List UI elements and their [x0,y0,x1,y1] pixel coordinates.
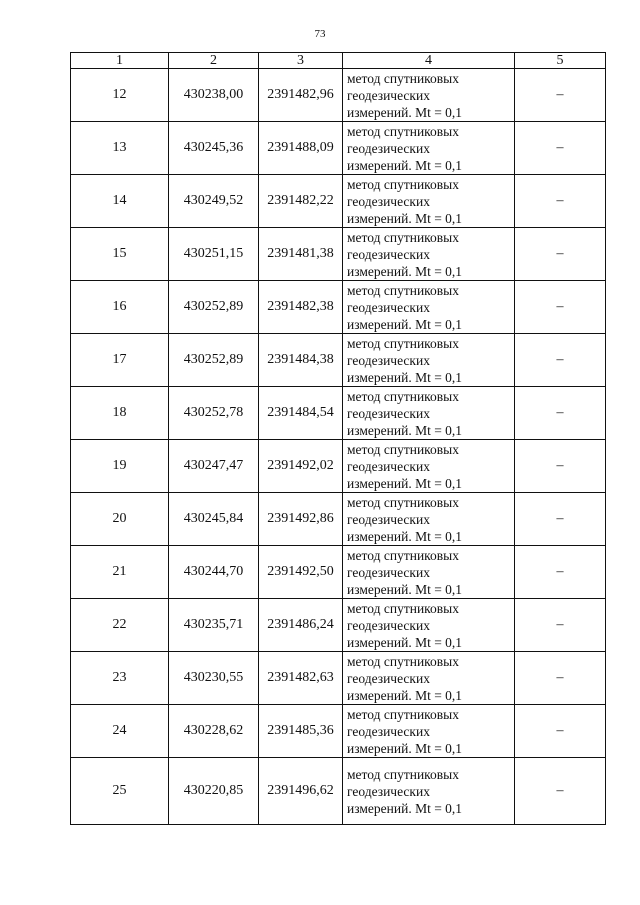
x-coordinate-cell: 430235,71 [169,599,259,652]
note-cell: – [515,546,606,599]
y-coordinate-cell: 2391482,96 [259,69,343,122]
table-row [71,758,606,825]
x-coordinate-cell: 430220,85 [169,758,259,825]
x-coordinate-cell: 430244,70 [169,546,259,599]
note-cell: – [515,69,606,122]
method-cell: метод спутниковых геодезических измерений. Mt = 0,1 [343,175,515,228]
y-coordinate-cell: 2391484,38 [259,334,343,387]
point-number-cell: 25 [71,758,169,825]
method-cell: метод спутниковых геодезических измерений. Mt = 0,1 [343,334,515,387]
note-cell: – [515,387,606,440]
point-number-cell: 14 [71,175,169,228]
note-cell: – [515,228,606,281]
table-row [71,69,606,122]
method-cell: метод спутниковых геодезических измерений. Mt = 0,1 [343,281,515,334]
x-coordinate-cell: 430245,36 [169,122,259,175]
y-coordinate-cell: 2391492,50 [259,546,343,599]
table-row [71,334,606,387]
x-coordinate-cell: 430252,78 [169,387,259,440]
method-cell: метод спутниковых геодезических измерений. Mt = 0,1 [343,599,515,652]
y-coordinate-cell: 2391482,22 [259,175,343,228]
method-cell: метод спутниковых геодезических измерений. Mt = 0,1 [343,228,515,281]
table-header-row [71,53,606,69]
x-coordinate-cell: 430252,89 [169,281,259,334]
y-coordinate-cell: 2391482,38 [259,281,343,334]
method-cell: метод спутниковых геодезических измерений. Mt = 0,1 [343,387,515,440]
y-coordinate-cell: 2391488,09 [259,122,343,175]
column-header: 4 [343,53,515,69]
table-row [71,440,606,493]
method-cell: метод спутниковых геодезических измерений. Mt = 0,1 [343,758,515,825]
y-coordinate-cell: 2391486,24 [259,599,343,652]
table-row [71,493,606,546]
table-row [71,281,606,334]
table-row [71,387,606,440]
point-number-cell: 19 [71,440,169,493]
y-coordinate-cell: 2391485,36 [259,705,343,758]
note-cell: – [515,281,606,334]
y-coordinate-cell: 2391481,38 [259,228,343,281]
x-coordinate-cell: 430252,89 [169,334,259,387]
point-number-cell: 13 [71,122,169,175]
coordinates-table [70,52,606,825]
point-number-cell: 17 [71,334,169,387]
note-cell: – [515,122,606,175]
x-coordinate-cell: 430230,55 [169,652,259,705]
point-number-cell: 20 [71,493,169,546]
y-coordinate-cell: 2391484,54 [259,387,343,440]
point-number-cell: 18 [71,387,169,440]
table-row [71,546,606,599]
method-cell: метод спутниковых геодезических измерений. Mt = 0,1 [343,652,515,705]
y-coordinate-cell: 2391492,86 [259,493,343,546]
table-row [71,175,606,228]
column-header: 5 [515,53,606,69]
y-coordinate-cell: 2391482,63 [259,652,343,705]
point-number-cell: 24 [71,705,169,758]
table-body [71,69,606,825]
method-cell: метод спутниковых геодезических измерений. Mt = 0,1 [343,705,515,758]
x-coordinate-cell: 430245,84 [169,493,259,546]
point-number-cell: 16 [71,281,169,334]
page-number: 73 [314,28,326,40]
y-coordinate-cell: 2391496,62 [259,758,343,825]
point-number-cell: 15 [71,228,169,281]
x-coordinate-cell: 430238,00 [169,69,259,122]
x-coordinate-cell: 430249,52 [169,175,259,228]
table-row [71,122,606,175]
column-header: 2 [169,53,259,69]
y-coordinate-cell: 2391492,02 [259,440,343,493]
note-cell: – [515,440,606,493]
method-cell: метод спутниковых геодезических измерений. Mt = 0,1 [343,546,515,599]
note-cell: – [515,599,606,652]
column-header: 1 [71,53,169,69]
table-row [71,599,606,652]
method-cell: метод спутниковых геодезических измерений. Mt = 0,1 [343,493,515,546]
table-row [71,228,606,281]
note-cell: – [515,493,606,546]
table-row [71,705,606,758]
note-cell: – [515,652,606,705]
point-number-cell: 21 [71,546,169,599]
point-number-cell: 23 [71,652,169,705]
method-cell: метод спутниковых геодезических измерений. Mt = 0,1 [343,122,515,175]
method-cell: метод спутниковых геодезических измерений. Mt = 0,1 [343,440,515,493]
note-cell: – [515,705,606,758]
method-cell: метод спутниковых геодезических измерений. Mt = 0,1 [343,69,515,122]
column-header: 3 [259,53,343,69]
note-cell: – [515,758,606,825]
table-row [71,652,606,705]
note-cell: – [515,175,606,228]
note-cell: – [515,334,606,387]
x-coordinate-cell: 430228,62 [169,705,259,758]
point-number-cell: 12 [71,69,169,122]
x-coordinate-cell: 430251,15 [169,228,259,281]
x-coordinate-cell: 430247,47 [169,440,259,493]
point-number-cell: 22 [71,599,169,652]
